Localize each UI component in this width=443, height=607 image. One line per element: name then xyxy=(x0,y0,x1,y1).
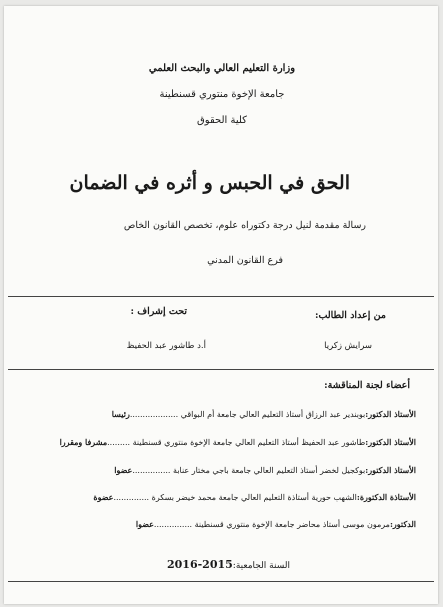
member-title: الدكتور: xyxy=(389,519,416,529)
committee-member-1 xyxy=(112,409,416,419)
member-institution: جامعة محمد خيضر بسكرة xyxy=(151,493,239,502)
member-title: الأستاذة الدكتورة: xyxy=(356,492,416,502)
member-role: عضوة xyxy=(93,492,114,502)
thesis-title: الحق في الحبس و أثره في الضمان xyxy=(69,172,350,194)
member-institution: جامعة الإخوة منتوري قسنطينة xyxy=(132,438,233,447)
academic-year-label: السنة الجامعية: xyxy=(232,561,290,571)
member-role: رئيسا xyxy=(111,409,130,419)
member-name: بوكجيل لخضر xyxy=(319,466,366,475)
member-title: الأستاذ الدكتور: xyxy=(365,437,416,447)
member-dots: ............... xyxy=(153,520,193,529)
member-institution: جامعة باجي مختار عنابة xyxy=(173,466,252,475)
member-institution: جامعة الإخوة منتوري قسنطينة xyxy=(194,520,295,529)
member-name: الشهب حورية xyxy=(311,493,357,502)
thesis-cover-page xyxy=(4,6,438,604)
member-role: مشرفا ومقررا xyxy=(59,437,108,447)
member-rank: أستاذ محاضر xyxy=(297,520,341,529)
faculty-name: كلية الحقوق xyxy=(197,115,247,126)
divider-top xyxy=(8,296,434,297)
member-name: طاشور عبد الحفيظ xyxy=(301,438,366,447)
divider-bottom xyxy=(8,581,434,582)
committee-member-5 xyxy=(136,519,416,529)
supervisor-label: تحت إشراف : xyxy=(130,306,187,317)
member-dots: ......... xyxy=(107,438,131,447)
academic-year xyxy=(167,558,290,571)
university-name: جامعة الإخوة منتوري قسنطينة xyxy=(159,89,285,100)
member-title: الأستاذ الدكتور: xyxy=(365,465,416,475)
member-dots: .............. xyxy=(113,493,150,502)
divider-middle xyxy=(8,369,434,370)
committee-heading: أعضاء لجنة المناقشة: xyxy=(324,380,410,391)
member-role: عضوا xyxy=(135,519,154,529)
ministry-name: وزارة التعليم العالي والبحث العلمي xyxy=(148,63,296,74)
member-dots: ............... xyxy=(132,466,171,475)
thesis-branch: فرع القانون المدني xyxy=(207,255,283,266)
committee-member-3 xyxy=(114,465,416,475)
member-role: عضوا xyxy=(114,465,133,475)
member-rank: أستاذة التعليم العالي xyxy=(241,493,309,502)
academic-year-value: 2016-2015 xyxy=(166,558,233,571)
member-institution: جامعة أم البواقي xyxy=(180,410,237,419)
member-title: الأستاذ الدكتور: xyxy=(365,409,416,419)
member-name: بوبندير عبد الرزاق xyxy=(305,410,366,419)
member-rank: أستاذ التعليم العالي xyxy=(253,466,318,475)
committee-member-2 xyxy=(60,437,416,447)
thesis-subtitle: رسالة مقدمة لنيل درجة دكتوراه علوم، تخصص القانون الخاص xyxy=(123,220,366,231)
member-name: مرمون موسى xyxy=(342,520,390,529)
student-name: سرايش زكريا xyxy=(324,341,372,351)
committee-member-4 xyxy=(93,492,416,502)
student-label: من إعداد الطالب: xyxy=(314,310,386,321)
member-rank: أستاذ التعليم العالي xyxy=(235,438,299,447)
member-rank: أستاذ التعليم العالي xyxy=(239,410,304,419)
member-dots: ................... xyxy=(129,410,179,419)
supervisor-name: أ.د طاشور عبد الحفيظ xyxy=(126,341,206,351)
